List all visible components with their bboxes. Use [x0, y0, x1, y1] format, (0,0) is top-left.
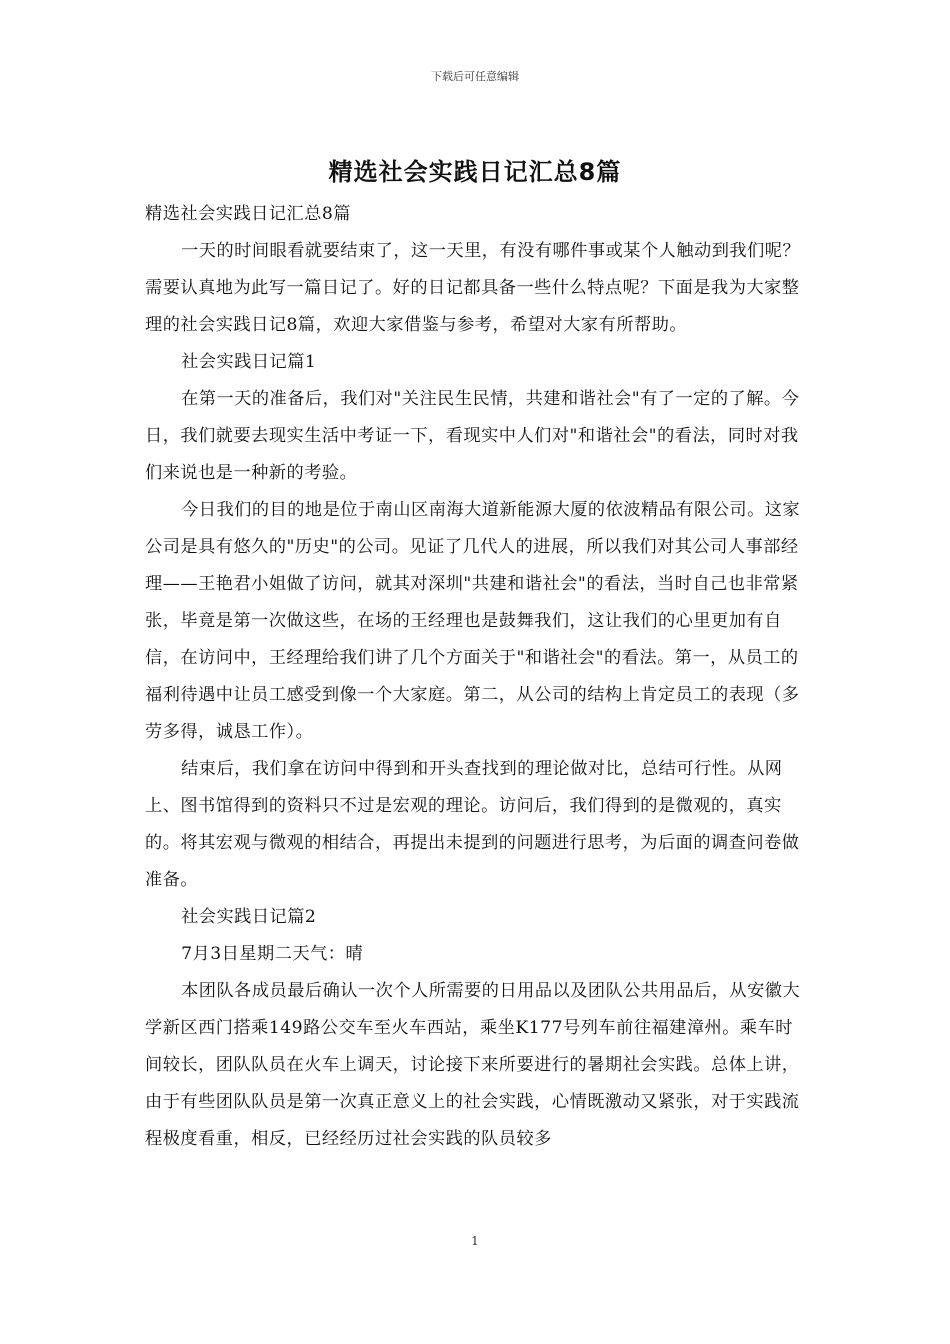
body-paragraph: 本团队各成员最后确认一次个人所需要的日用品以及团队公共用品后，从安徽大学新区西门搭乘149路公交车至火车西站，乘坐K177号列车前往福建漳州。乘车时间较长，团队队员在火车上调天，讨论接下来所要进行的暑期社会实践。总体上讲，由于有些团队队员是第一次真正意义上的社会实践，心情既激动又紧张，对于实践流程极度看重，相反，已经经历过社会实践的队员较多 [145, 981, 801, 1149]
section-heading-1: 社会实践日记篇1 [181, 352, 317, 372]
body-paragraph: 结束后，我们拿在访问中得到和开头查找到的理论做对比，总结可行性。从网上、图书馆得到的资料只不过是宏观的理论。访问后，我们得到的是微观的，真实的。将其宏观与微观的相结合，再提出未提到的问题进行思考，为后面的调查问卷做准备。 [145, 759, 800, 890]
body-paragraph: 在第一天的准备后，我们对"关注民生民情，共建和谐社会"有了一定的了解。今日，我们就要去现实生活中考证一下，看现实中人们对"和谐社会"的看法，同时对我们来说也是一种新的考验。 [145, 389, 800, 483]
date-weather-line: 7月3日星期二天气：晴 [181, 944, 364, 964]
page-number: 1 [471, 1234, 479, 1248]
document-title: 精选社会实践日记汇总8篇 [328, 158, 622, 186]
intro-paragraph: 一天的时间眼看就要结束了，这一天里，有没有哪件事或某个人触动到我们呢？需要认真地为此写一篇日记了。好的日记都具备一些什么特点呢？下面是我为大家整理的社会实践日记8篇，欢迎大家借鉴与参考，希望对大家有所帮助。 [145, 241, 801, 335]
page-header: 下载后可任意编辑 [431, 70, 519, 83]
subtitle-paragraph: 精选社会实践日记汇总8篇 [145, 204, 351, 224]
document-body [145, 196, 810, 1158]
body-paragraph: 今日我们的目的地是位于南山区南海大道新能源大厦的依波精品有限公司。这家公司是具有悠久的"历史"的公司。见证了几代人的进展，所以我们对其公司人事部经理——王艳君小姐做了访问，就其对深圳"共建和谐社会"的看法，当时自己也非常紧张，毕竟是第一次做这些，在场的王经理也是鼓舞我们，这让我们的心里更加有自信，在访问中，王经理给我们讲了几个方面关于"和谐社会"的看法。第一，从员工的福利待遇中让员工感受到像一个大家庭。第二，从公司的结构上肯定员工的表现（多劳多得，诚恳工作）。 [145, 500, 801, 742]
section-heading-2: 社会实践日记篇2 [181, 907, 317, 927]
